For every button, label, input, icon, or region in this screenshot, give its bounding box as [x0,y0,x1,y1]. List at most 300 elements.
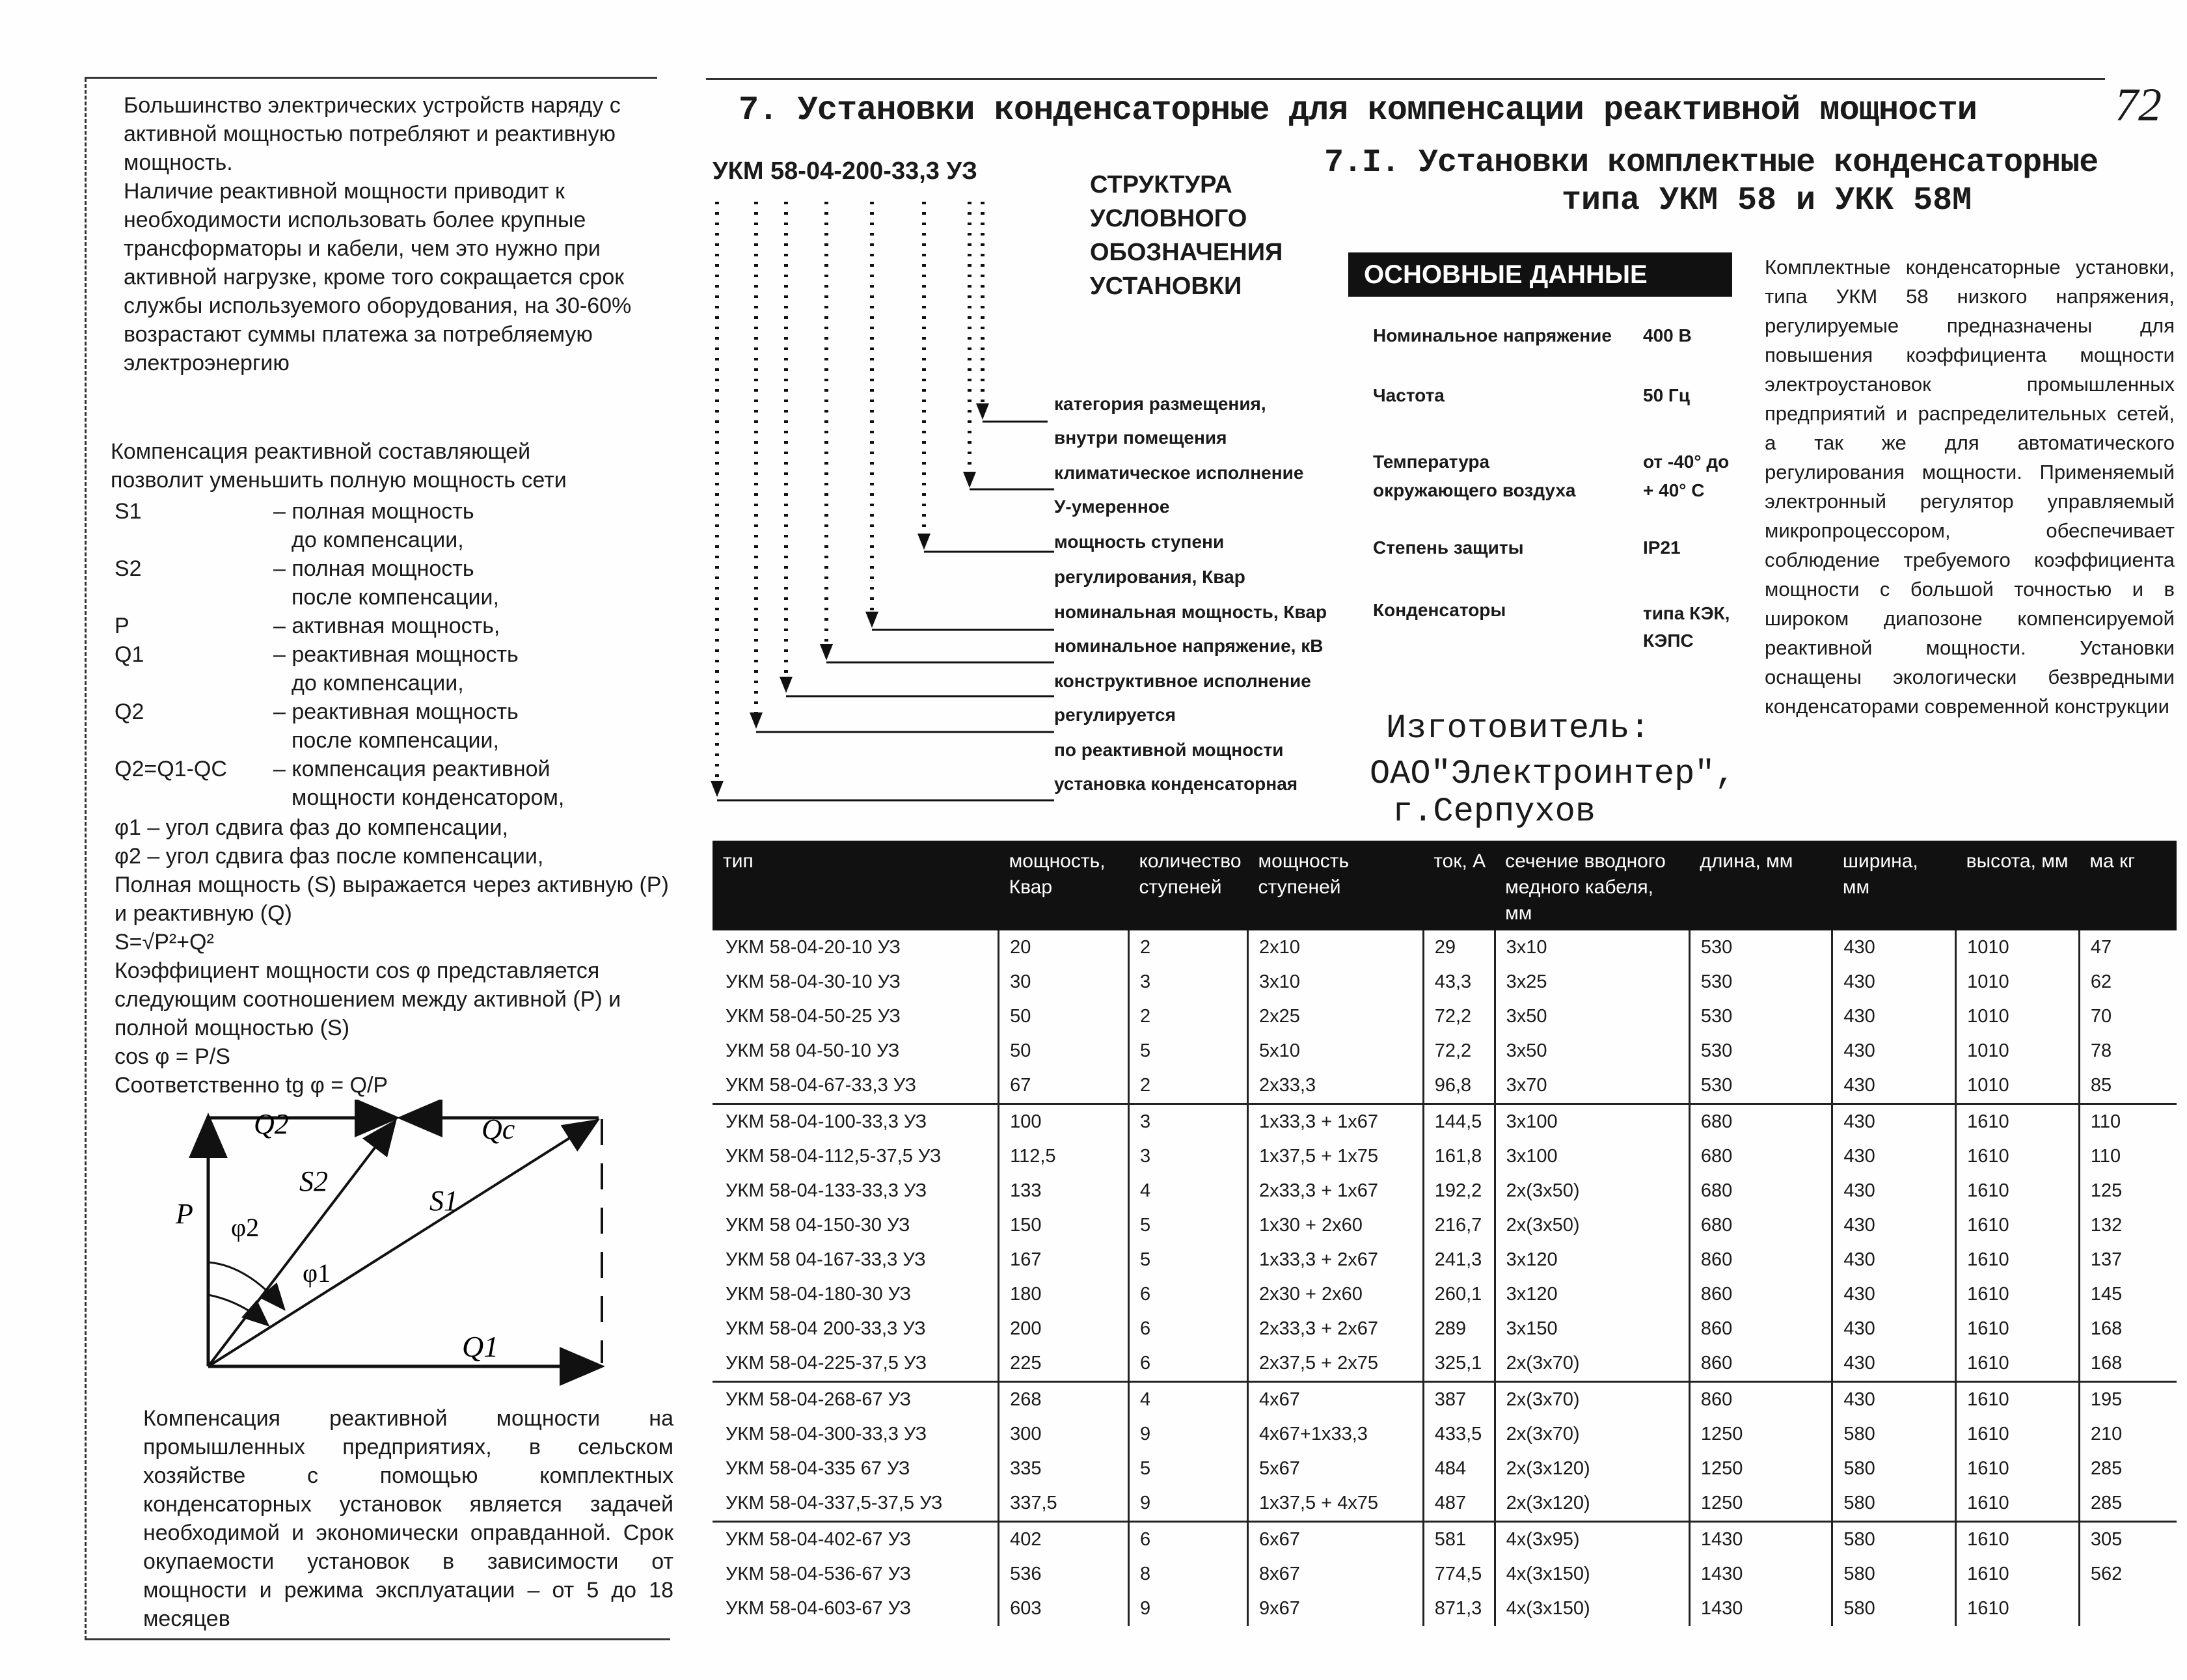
table-cell: 5x67 [1248,1452,1424,1486]
table-cell: 1x33,3 + 1x67 [1248,1104,1424,1140]
table-row [713,1522,2177,1558]
table-header-row [713,841,2177,930]
table-cell: 484 [1423,1452,1495,1486]
column-header: ток, А [1423,841,1495,930]
table-cell: 680 [1689,1139,1832,1174]
table-cell: 195 [2079,1382,2177,1418]
legend-sym: S2 [115,556,142,581]
section-title-line1: 7.I. Установки комплектные конденсаторные [1324,144,2099,182]
table-cell: 860 [1689,1346,1832,1382]
table-cell: 580 [1832,1592,1956,1626]
table-cell: УКМ 58-04-536-67 УЗ [726,1564,912,1584]
table-cell: 4 [1128,1174,1247,1208]
table-row [713,1208,2177,1243]
table-cell: 4x67 [1248,1382,1424,1418]
basic-label: Конденсаторы [1373,600,1506,620]
table-cell: 4 [1128,1382,1247,1418]
phi2-definition: φ2 – угол сдвига фаз после компенсации, [115,844,544,869]
table-cell: 132 [2079,1208,2177,1243]
chapter-title: 7. Установки конденсаторные для компенсации реактивной мощности [739,91,1977,129]
structure-title [1090,168,1283,303]
table-cell: 5 [1128,1208,1247,1243]
table-cell: УКМ 58-04-335 67 УЗ [726,1458,910,1479]
table-cell: 680 [1689,1104,1832,1140]
basic-value: IP21 [1643,537,1681,558]
table-cell: 2x(3x120) [1495,1486,1689,1522]
table-cell: 9 [1128,1486,1247,1522]
table-cell: 30 [999,965,1129,999]
table-cell: 1610 [1956,1557,2080,1592]
table-cell: 29 [1423,930,1495,965]
table-cell: 168 [2079,1346,2177,1382]
table-cell: 2x10 [1248,930,1424,965]
table-cell: 268 [999,1382,1129,1418]
column-header: количество ступеней [1128,841,1247,930]
table-cell: 1610 [1956,1417,2080,1452]
table-cell: УКМ 58-04-603-67 УЗ [726,1598,912,1619]
table-cell: 430 [1832,1034,1956,1068]
table-cell: 433,5 [1423,1417,1495,1452]
table-cell: 6 [1128,1522,1247,1558]
table-cell: 150 [999,1208,1129,1243]
table-cell: 2x30 + 2x60 [1248,1277,1424,1312]
table-row [713,1382,2177,1418]
legend-def: до компенсации, [292,528,464,552]
table-cell: 2x33,3 + 1x67 [1248,1174,1424,1208]
table-cell: 325,1 [1423,1346,1495,1382]
table-cell: 2x33,3 + 2x67 [1248,1312,1424,1346]
table-cell: 137 [2079,1243,2177,1277]
table-cell: 1610 [1956,1346,2080,1382]
structure-item: регулируется [1054,705,1176,725]
table-cell: 402 [999,1522,1129,1558]
table-cell: 5 [1128,1243,1247,1277]
table-cell: 9x67 [1248,1592,1424,1626]
table-row [713,930,2177,965]
table-row [713,1104,2177,1140]
table-cell: 430 [1832,1068,1956,1104]
table-cell: 860 [1689,1382,1832,1418]
table-cell: 110 [2079,1139,2177,1174]
table-cell: 110 [2079,1104,2177,1140]
table-cell: 1610 [1956,1486,2080,1522]
right-top-rule [706,78,2105,80]
table-cell: 112,5 [999,1139,1129,1174]
table-cell: 1x30 + 2x60 [1248,1208,1424,1243]
table-cell: 125 [2079,1174,2177,1208]
table-cell: 1610 [1956,1243,2080,1277]
table-cell: 337,5 [999,1486,1129,1522]
table-cell: 6 [1128,1346,1247,1382]
table-cell: 1610 [1956,1522,2080,1558]
table-cell: 1010 [1956,1068,2080,1104]
column-header: ма кг [2079,841,2177,930]
legend-def: после компенсации, [292,728,499,753]
table-cell: 3x50 [1495,999,1689,1034]
table-cell: 5 [1128,1034,1247,1068]
table-cell: 530 [1689,1034,1832,1068]
manufacturer-city: г.Серпухов [1392,793,1596,831]
table-cell: 1x33,3 + 2x67 [1248,1243,1424,1277]
structure-item: регулирования, Квар [1054,567,1245,587]
legend-def: – полная мощность [273,499,474,524]
table-cell: 72,2 [1423,1034,1495,1068]
formulas-block [115,813,687,1100]
left-top-rule [85,77,657,79]
table-cell: 581 [1423,1522,1495,1558]
table-cell: 225 [999,1346,1129,1382]
table-row [713,1139,2177,1174]
table-row [713,1068,2177,1104]
table-cell: 285 [2079,1452,2177,1486]
table-cell: 1610 [1956,1277,2080,1312]
table-cell: 9 [1128,1417,1247,1452]
table-cell: 860 [1689,1243,1832,1277]
structure-item: номинальная мощность, Квар [1054,602,1327,622]
formula-tg: Соответственно tg φ = Q/P [115,1073,388,1098]
structure-item: внутри помещения [1054,427,1227,448]
structure-title-line: СТРУКТУРА [1090,171,1232,198]
table-cell: 3x100 [1495,1139,1689,1174]
basic-data-header: ОСНОВНЫЕ ДАННЫЕ [1348,252,1732,297]
table-cell: УКМ 58-04-100-33,3 УЗ [713,1104,999,1140]
table-cell: 6 [1128,1277,1247,1312]
table-cell: 78 [2079,1034,2177,1068]
table-cell: 680 [1689,1208,1832,1243]
table-cell: 430 [1832,1346,1956,1382]
label-s2: S2 [299,1165,328,1197]
table-cell: 1x37,5 + 4x75 [1248,1486,1424,1522]
table-cell: УКМ 58-04-300-33,3 УЗ [726,1424,927,1444]
structure-title-line: УСЛОВНОГО [1090,205,1247,232]
legend-def: – реактивная мощность [273,699,519,724]
structure-title-line: УСТАНОВКИ [1090,273,1242,300]
table-cell: 335 [999,1452,1129,1486]
basic-label: Степень защиты [1373,537,1524,558]
table-cell: 180 [999,1277,1129,1312]
description-text: Комплектные конденсаторные установки, типа УКМ 58 низкого напряжения, регулируемые предназначены для повышения коэффициента мощности электроустановок промышленных предприятий и распределительных сетей, а так же для автоматического регулирования мощности. Применяемый электронный регулятор управляемый микропроцессором, обеспечивает соблюдение требуемого коэффициента мощности с большой точностью и в широком диапозоне компенсируемой реактивной мощности. Установки оснащены экологически безвредными конденсаторами современной конструкции [1765,256,2175,718]
table-cell: 387 [1423,1382,1495,1418]
table-cell: УКМ 58-04-112,5-37,5 УЗ [726,1146,942,1167]
table-cell: 3x120 [1495,1243,1689,1277]
table-cell: 1250 [1689,1417,1832,1452]
table-cell: 144,5 [1423,1104,1495,1140]
table-cell: 1610 [1956,1382,2080,1418]
table-cell: 774,5 [1423,1557,1495,1592]
table-cell: 8 [1128,1557,1247,1592]
table-cell: 2x33,3 [1248,1068,1424,1104]
table-cell: УКМ 58-04-402-67 УЗ [713,1522,999,1558]
legend-def: – компенсация реактивной [273,757,550,781]
table-cell: 289 [1423,1312,1495,1346]
formula-cos: cos φ = P/S [115,1044,230,1069]
table-cell: 603 [999,1592,1129,1626]
basic-value: 50 Гц [1643,385,1691,405]
table-row [713,1557,2177,1592]
table-cell: 1430 [1689,1522,1832,1558]
table-cell: 860 [1689,1312,1832,1346]
label-q1: Q1 [462,1330,499,1363]
manufacturer-name: ОАО"Электроинтер", [1370,755,1735,793]
table-cell: 3 [1128,1104,1247,1140]
table-cell: 2 [1128,1068,1247,1104]
table-cell: 210 [2079,1417,2177,1452]
table-cell: 860 [1689,1277,1832,1312]
label-phi1: φ1 [303,1258,331,1288]
table-cell: 4x(3x95) [1495,1522,1689,1558]
table-cell: 3x120 [1495,1277,1689,1312]
table-cell: 1250 [1689,1486,1832,1522]
structure-item: номинальное напряжение, кВ [1054,636,1324,656]
label-s1: S1 [429,1185,458,1217]
table-cell: 6 [1128,1312,1247,1346]
table-cell: 3x50 [1495,1034,1689,1068]
label-p: P [176,1198,193,1230]
structure-item: конструктивное исполнение [1054,671,1311,691]
legend-def: – реактивная мощность [273,642,519,667]
table-cell: УКМ 58-04-30-10 УЗ [726,971,901,992]
table-cell: 430 [1832,1243,1956,1277]
table-cell: 241,3 [1423,1243,1495,1277]
table-cell: 62 [2079,965,2177,999]
table-cell [2079,1592,2177,1626]
structure-code: УКМ 58-04-200-33,3 УЗ [713,157,977,185]
structure-item: мощность ступени [1054,532,1225,552]
table-cell: 70 [2079,999,2177,1034]
table-cell: 430 [1832,999,1956,1034]
table-cell: 580 [1832,1522,1956,1558]
table-cell: 43,3 [1423,965,1495,999]
table-cell: УКМ 58-04-133-33,3 УЗ [726,1180,927,1201]
table-cell: 580 [1832,1452,1956,1486]
table-cell: 3 [1128,965,1247,999]
legend-sym: Q1 [115,642,144,667]
table-cell: 1610 [1956,1452,2080,1486]
legend-def: – полная мощность [273,556,474,581]
intro-paragraph: Большинство электрических устройств наряду с активной мощностью потребляют и реактивную мощность. [124,93,621,175]
table-cell: 85 [2079,1068,2177,1104]
table-cell: 1250 [1689,1452,1832,1486]
legend-sym: Q2=Q1-QC [115,757,227,781]
table-row [713,1034,2177,1068]
structure-item: категория размещения, [1054,394,1266,414]
table-cell: УКМ 58-04 200-33,3 УЗ [726,1318,926,1339]
table-cell: 1610 [1956,1104,2080,1140]
table-cell: 9 [1128,1592,1247,1626]
table-cell: 1010 [1956,965,2080,999]
bottom-paragraph: Компенсация реактивной мощности на промышленных предприятиях, в сельском хозяйстве с помощью комплектных конденсаторных установок является задачей необходимой и экономически оправданной. Срок окупаемости установок в зависимости от мощности и режима эксплуатации – от 5 до 18 месяцев [143,1406,673,1631]
label-phi2: φ2 [231,1213,260,1242]
column-header: высота, мм [1956,841,2080,930]
table-cell: 3x10 [1495,930,1689,965]
table-cell: 3x150 [1495,1312,1689,1346]
table-cell: УКМ 58-04-180-30 УЗ [726,1284,912,1305]
table-cell: 430 [1832,1139,1956,1174]
table-cell: 5x10 [1248,1034,1424,1068]
table-cell: 1610 [1956,1312,2080,1346]
table-cell: 680 [1689,1174,1832,1208]
table-cell: 2x(3x50) [1495,1208,1689,1243]
table-cell: 133 [999,1174,1129,1208]
table-cell: УКМ 58-04-225-37,5 УЗ [726,1353,927,1374]
table-cell: 96,8 [1423,1068,1495,1104]
structure-leader-lines [709,195,1074,807]
structure-item: установка конденсаторная [1054,774,1298,794]
table-cell: 192,2 [1423,1174,1495,1208]
table-cell: 1010 [1956,999,2080,1034]
table-cell: 1x37,5 + 1x75 [1248,1139,1424,1174]
power-factor-text: Коэффициент мощности cos φ представляется следующим соотношением между активной (P) и полной мощностью (S) [115,958,621,1040]
table-cell: 1610 [1956,1592,2080,1626]
table-cell: 300 [999,1417,1129,1452]
table-row [713,1312,2177,1346]
table-cell: 2x(3x50) [1495,1174,1689,1208]
legend-def: – активная мощность, [273,614,500,638]
table-cell: 1430 [1689,1592,1832,1626]
table-cell: 430 [1832,1208,1956,1243]
label-q2: Q2 [254,1108,289,1140]
table-cell: 4x(3x150) [1495,1557,1689,1592]
table-cell: УКМ 58 04-150-30 УЗ [726,1215,910,1236]
table-row [713,965,2177,999]
table-row [713,1174,2177,1208]
column-header: тип [713,841,999,930]
table-cell: 4x(3x150) [1495,1592,1689,1626]
basic-label: Частота [1373,385,1445,405]
table-row [713,1243,2177,1277]
reactive-paragraph: Наличие реактивной мощности приводит к необходимости использовать более крупные трансформаторы и кабели, чем это нужно при активной нагрузке, кроме того сокращается срок службы используемого оборудования, на 30-60% возрастают суммы платежа за потребляемую электроэнергию [124,179,632,375]
table-row [713,1592,2177,1626]
basic-value: типа КЭК, КЭПС [1643,603,1730,651]
table-cell: УКМ 58-04-337,5-37,5 УЗ [726,1493,943,1513]
table-row [713,1277,2177,1312]
table-cell: 580 [1832,1557,1956,1592]
table-cell: 260,1 [1423,1277,1495,1312]
table-cell: 1010 [1956,930,2080,965]
table-cell: УКМ 58-04-67-33,3 УЗ [726,1075,917,1096]
table-cell: 3 [1128,1139,1247,1174]
table-cell: 580 [1832,1417,1956,1452]
legend-sym: Q2 [115,699,144,724]
table-cell: 3x100 [1495,1104,1689,1140]
table-cell: 168 [2079,1312,2177,1346]
table-row [713,1417,2177,1452]
structure-item: У-умеренное [1054,496,1170,517]
table-cell: 562 [2079,1557,2177,1592]
table-cell: 430 [1832,1277,1956,1312]
compensation-paragraph: Компенсация реактивной составляющей позволит уменьшить полную мощность сети [111,439,567,493]
table-row [713,1452,2177,1486]
legend-def: до компенсации, [292,671,464,696]
left-column-border [85,78,88,1640]
table-cell: 6x67 [1248,1522,1424,1558]
table-cell: 1610 [1956,1208,2080,1243]
table-cell: 430 [1832,1312,1956,1346]
table-cell: 2x(3x70) [1495,1382,1689,1418]
table-row [713,1486,2177,1522]
table-cell: 1610 [1956,1139,2080,1174]
table-cell: 487 [1423,1486,1495,1522]
table-cell: УКМ 58-04-50-25 УЗ [726,1006,901,1027]
table-cell: УКМ 58 04-167-33,3 УЗ [726,1249,926,1270]
column-header: мощность ступеней [1248,841,1424,930]
structure-title-line: ОБОЗНАЧЕНИЯ [1090,239,1283,266]
table-cell: 2x25 [1248,999,1424,1034]
table-cell: 167 [999,1243,1129,1277]
table-cell: 430 [1832,1104,1956,1140]
table-cell: 285 [2079,1486,2177,1522]
table-cell: 2 [1128,999,1247,1034]
table-cell: 3x10 [1248,965,1424,999]
basic-value: 400 В [1643,325,1692,345]
table-cell: 3x25 [1495,965,1689,999]
table-cell: 430 [1832,965,1956,999]
table-cell: 2 [1128,930,1247,965]
column-header: длина, мм [1689,841,1832,930]
manufacturer-label: Изготовитель: [1386,709,1650,748]
table-cell: 2x(3x120) [1495,1452,1689,1486]
table-cell: 145 [2079,1277,2177,1312]
table-cell: 1610 [1956,1174,2080,1208]
table-cell: 50 [999,1034,1129,1068]
table-cell: 4x67+1x33,3 [1248,1417,1424,1452]
table-cell: 20 [999,930,1129,965]
table-cell: 871,3 [1423,1592,1495,1626]
table-cell: 430 [1832,1174,1956,1208]
table-cell: 5 [1128,1452,1247,1486]
table-cell: 580 [1832,1486,1956,1522]
table-cell: 530 [1689,999,1832,1034]
phi1-definition: φ1 – угол сдвига фаз до компенсации, [115,815,508,840]
left-intro [124,91,670,377]
formula-s: S=√P²+Q² [115,930,214,955]
table-cell: 530 [1689,965,1832,999]
section-title-line2: типа УКМ 58 и УКК 58М [1562,182,1972,219]
legend-sym: S1 [115,499,142,524]
table-row [713,999,2177,1034]
power-triangle-diagram [169,1100,638,1386]
table-cell: 305 [2079,1522,2177,1558]
basic-label: Номинальное напряжение [1373,325,1612,345]
column-header: сечение вводного медного кабеля, мм [1495,841,1689,930]
table-cell: 2x37,5 + 2x75 [1248,1346,1424,1382]
page-number: 72 [2115,79,2162,131]
full-power-text: Полная мощность (S) выражается через активную (P) и реактивную (Q) [115,873,669,926]
column-header: мощность, Квар [999,841,1129,930]
table-cell: УКМ 58-04-268-67 УЗ [713,1382,999,1418]
table-cell: 3x70 [1495,1068,1689,1104]
table-cell: 216,7 [1423,1208,1495,1243]
structure-item: климатическое исполнение [1054,463,1304,483]
table-cell: 2x(3x70) [1495,1417,1689,1452]
legend-sym: P [115,614,129,638]
table-cell: 47 [2079,930,2177,965]
table-cell: 536 [999,1557,1129,1592]
table-cell: УКМ 58-04-20-10 УЗ [726,937,901,958]
table-cell: 8x67 [1248,1557,1424,1592]
table-cell: 1010 [1956,1034,2080,1068]
table-cell: 100 [999,1104,1129,1140]
table-cell: 430 [1832,1382,1956,1418]
table-cell: 72,2 [1423,999,1495,1034]
left-bottom-rule [85,1638,670,1640]
structure-item: по реактивной мощности [1054,740,1284,760]
table-cell: 430 [1832,930,1956,965]
table-cell: 200 [999,1312,1129,1346]
table-cell: УКМ 58 04-50-10 УЗ [726,1040,900,1061]
table-cell: 161,8 [1423,1139,1495,1174]
basic-label: Температура окружающего воздуха [1373,452,1576,500]
